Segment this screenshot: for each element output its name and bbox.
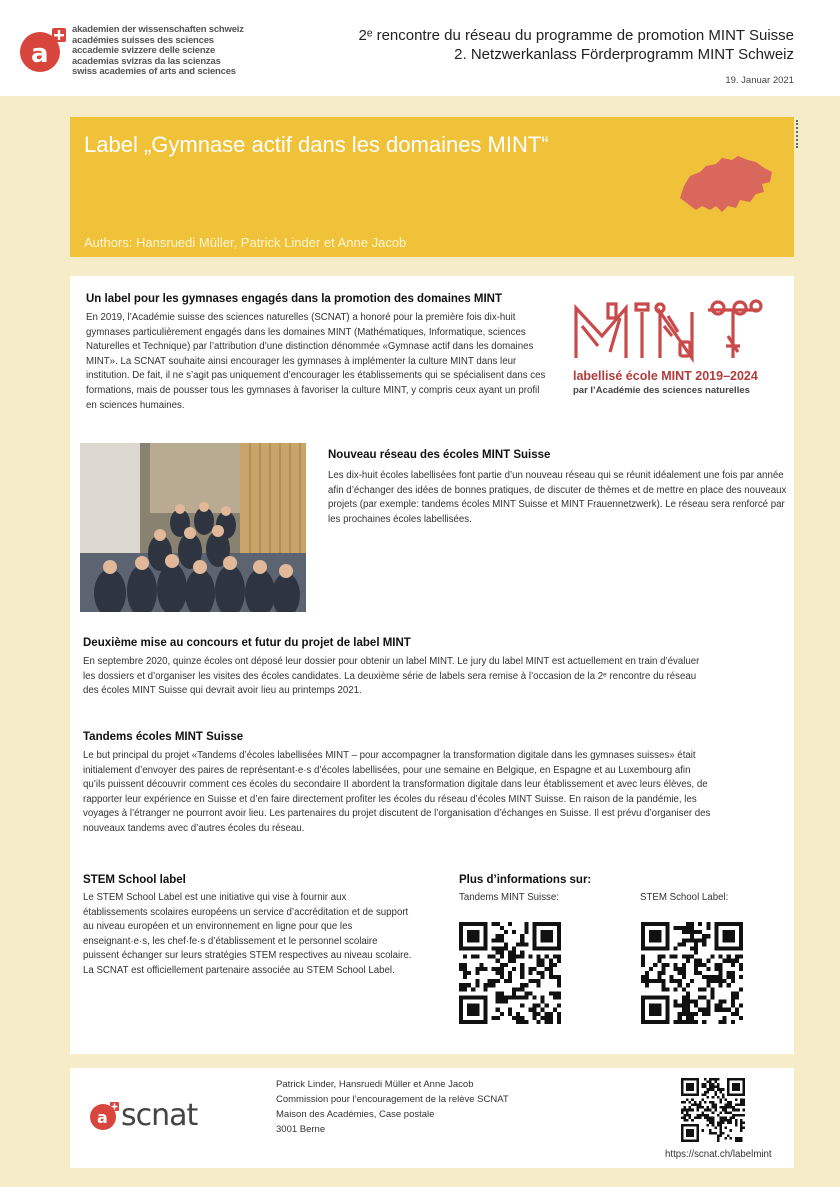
section-title-contest: Deuxième mise au concours et futur du projet de label MINT (83, 637, 411, 649)
svg-text:a: a (31, 39, 49, 69)
scnat-wordmark: scnat (121, 1098, 198, 1133)
mint-label-caption: labellisé école MINT 2019–2024 (573, 369, 758, 383)
switzerland-map-icon (676, 152, 776, 216)
section-text-stem: Le STEM School Label est une initiative qui vise à fournir aux établissements scolaires européens un service d’accréditation et de support au niveau européen et un environnement en ligne pour que les enseignant·e·s, les chef·fe·s d’établissement et le personnel scolaire puissent échanger sur leurs stratégies STEM respectives au niveau scolaire. La SCNAT est officiellement partenaire associée au STEM School Label. (83, 892, 412, 976)
scnat-link[interactable]: https://scnat.ch/labelmint (665, 1149, 772, 1160)
scnat-logo-icon (89, 1101, 119, 1131)
academies-line: akademien der wissenschaften schweiz (72, 24, 244, 35)
section-text-contest: En septembre 2020, quinze écoles ont déposé leur dossier pour obtenir un label MINT. Le jury du label MINT est actuellement en train d’évaluer les dossiers et d’organiser les visites des écoles candidates. La deuxième série de labels sera remise à l’occasion de la 2ᵉ rencontre du réseau des écoles MINT Suisse qui devrait avoir lieu au printemps 2021. (83, 656, 700, 697)
qr-code-scnat[interactable] (681, 1078, 745, 1142)
academies-line: académies suisses des sciences (72, 34, 214, 46)
academies-line: academias svizras da las scienzas (72, 55, 221, 67)
poster-title: Label „Gymnase actif dans les domaines MINT“ (84, 132, 549, 157)
section-title-network: Nouveau réseau des écoles MINT Suisse (328, 449, 551, 461)
banner-edge-marker (796, 120, 800, 148)
section-title-label: Un label pour les gymnases engagés dans la promotion des domaines MINT (86, 293, 503, 305)
mint-label-subcaption: par l’Académie des sciences naturelles (573, 385, 750, 396)
section-text-network: Les dix-huit écoles labellisées font partie d’un nouveau réseau qui se réunit idéalement une fois par année afin d’échanger des idées de bonnes pratiques, de discuter de thèmes et de mettre en place des nouveaux projets (par exemple: tandems écoles MINT Suisse et MINT Frauennetzwerk). Le réseau sera renforcé par les prochaines écoles labellisées. (328, 470, 787, 525)
svg-text:a: a (97, 1108, 108, 1127)
qr-code-tandems[interactable] (459, 922, 561, 1024)
address-line: Patrick Linder, Hansruedi Müller et Anne Jacob (276, 1079, 474, 1090)
poster-authors: Authors: Hansruedi Müller, Patrick Linder et Anne Jacob (84, 235, 407, 250)
network-group-photo (80, 443, 306, 612)
academies-line: accademie svizzere delle scienze (72, 45, 216, 56)
event-date: 19. Januar 2021 (725, 75, 794, 86)
contact-address (276, 1077, 509, 1137)
qr-label-tandems: Tandems MINT Suisse: (459, 892, 559, 903)
address-line: Commission pour l’encouragement de la relève SCNAT (276, 1094, 509, 1105)
section-text-tandems: Le but principal du projet «Tandems d’écoles labellisées MINT – pour accompagner la transformation digitale dans les gymnases suisses» était initialement d’envoyer des paires de représentant·e·s d’écoles labellisées, pour une semaine en Belgique, en Espagne et au Luxembourg afin qu’ils puissent découvrir comment ces écoles du secondaire II abordent la transformation digitale dans leur établissement et avec leurs élèves, de rapporter leur expérience en Suisse et d’en faire directement profiter les écoles du réseau d’écoles MINT Suisse. En raison de la pandémie, les voyages à l’étranger ne pourront avoir lieu. Les partenaires du projet discutent de l’organisation d’échanges en Suisse. Il est prévu d’organiser des nouveaux tandems avec d’autres écoles du réseau. (83, 750, 711, 834)
qr-label-stem: STEM School Label: (640, 892, 729, 903)
academies-line: swiss academies of arts and sciences (72, 66, 236, 77)
section-text-label: En 2019, l’Académie suisse des sciences naturelles (SCNAT) a honoré pour la première fois dix-huit gymnases particulièrement engagés dans les domaines MINT (Mathématiques, Informatique, sciences Naturelles et Technique) par l’attribution d’une distinction dénommée «Gymnase actif dans les domaines MINT». La SCNAT souhaite ainsi encourager les gymnases à implémenter la culture MINT dans leur institution. De fait, il ne s’agit pas uniquement d’encourager les établissements qui se spécialisent dans ces formations, mais de pousser tous les gymnases à favoriser la culture MINT, y compris ceux ayant un profil en sciences humaines. (86, 312, 546, 411)
section-title-stem: STEM School label (83, 874, 186, 886)
qr-code-stem[interactable] (641, 922, 743, 1024)
more-info-title: Plus d’informations sur: (459, 874, 592, 886)
academies-logo-icon (18, 26, 66, 74)
academies-names (72, 25, 244, 78)
event-title-de: 2. Netzwerkanlass Förderprogramm MINT Schweiz (454, 46, 794, 63)
event-title-fr: 2ᵉ rencontre du réseau du programme de promotion MINT Suisse (358, 27, 794, 44)
address-line: 3001 Berne (276, 1124, 326, 1135)
address-line: Maison des Académies, Case postale (276, 1109, 435, 1120)
event-titles (358, 26, 794, 64)
section-title-tandems: Tandems écoles MINT Suisse (83, 731, 244, 743)
